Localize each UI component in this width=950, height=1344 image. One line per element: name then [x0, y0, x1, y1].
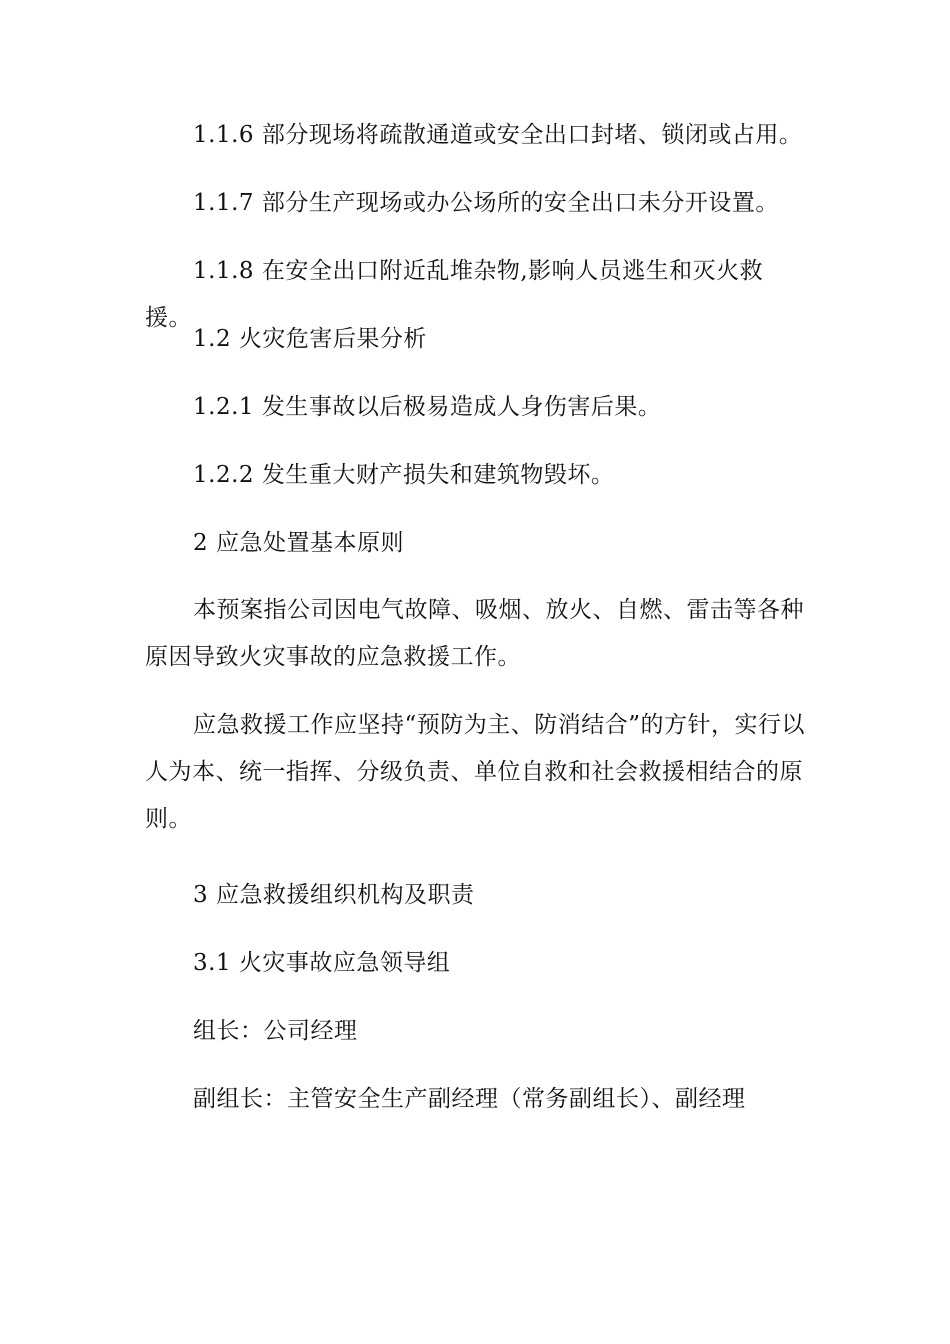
heading-3-1: 3.1 火灾事故应急领导组 [193, 950, 451, 976]
paragraph-group-leader: 组长：公司经理 [193, 1018, 358, 1044]
paragraph-principles: 应急救援工作应坚持“预防为主、防消结合”的方针，实行以人为本、统一指挥、分级负责、单位自救和社会救援相结合的原则。 [145, 712, 806, 832]
paragraph-1-2-2: 1.2.2 发生重大财产损失和建筑物毁坏。 [193, 462, 615, 488]
paragraph-deputy-leader: 副组长：主管安全生产副经理（常务副组长）、副经理 [193, 1086, 746, 1112]
heading-1-2: 1.2 火灾危害后果分析 [193, 326, 427, 352]
heading-2: 2 应急处置基本原则 [193, 530, 404, 556]
paragraph-scope: 本预案指公司因电气故障、吸烟、放火、自燃、雷击等各种原因导致火灾事故的应急救援工作。 [145, 597, 804, 670]
paragraph-1-1-6: 1.1.6 部分现场将疏散通道或安全出口封堵、锁闭或占用。 [193, 122, 803, 148]
heading-3: 3 应急救援组织机构及职责 [193, 882, 475, 908]
paragraph-1-1-8: 1.1.8 在安全出口附近乱堆杂物,影响人员逃生和灭火救援。 [145, 258, 764, 331]
paragraph-1-2-1: 1.2.1 发生事故以后极易造成人身伤害后果。 [193, 394, 662, 420]
paragraph-1-1-7: 1.1.7 部分生产现场或办公场所的安全出口未分开设置。 [193, 190, 779, 216]
